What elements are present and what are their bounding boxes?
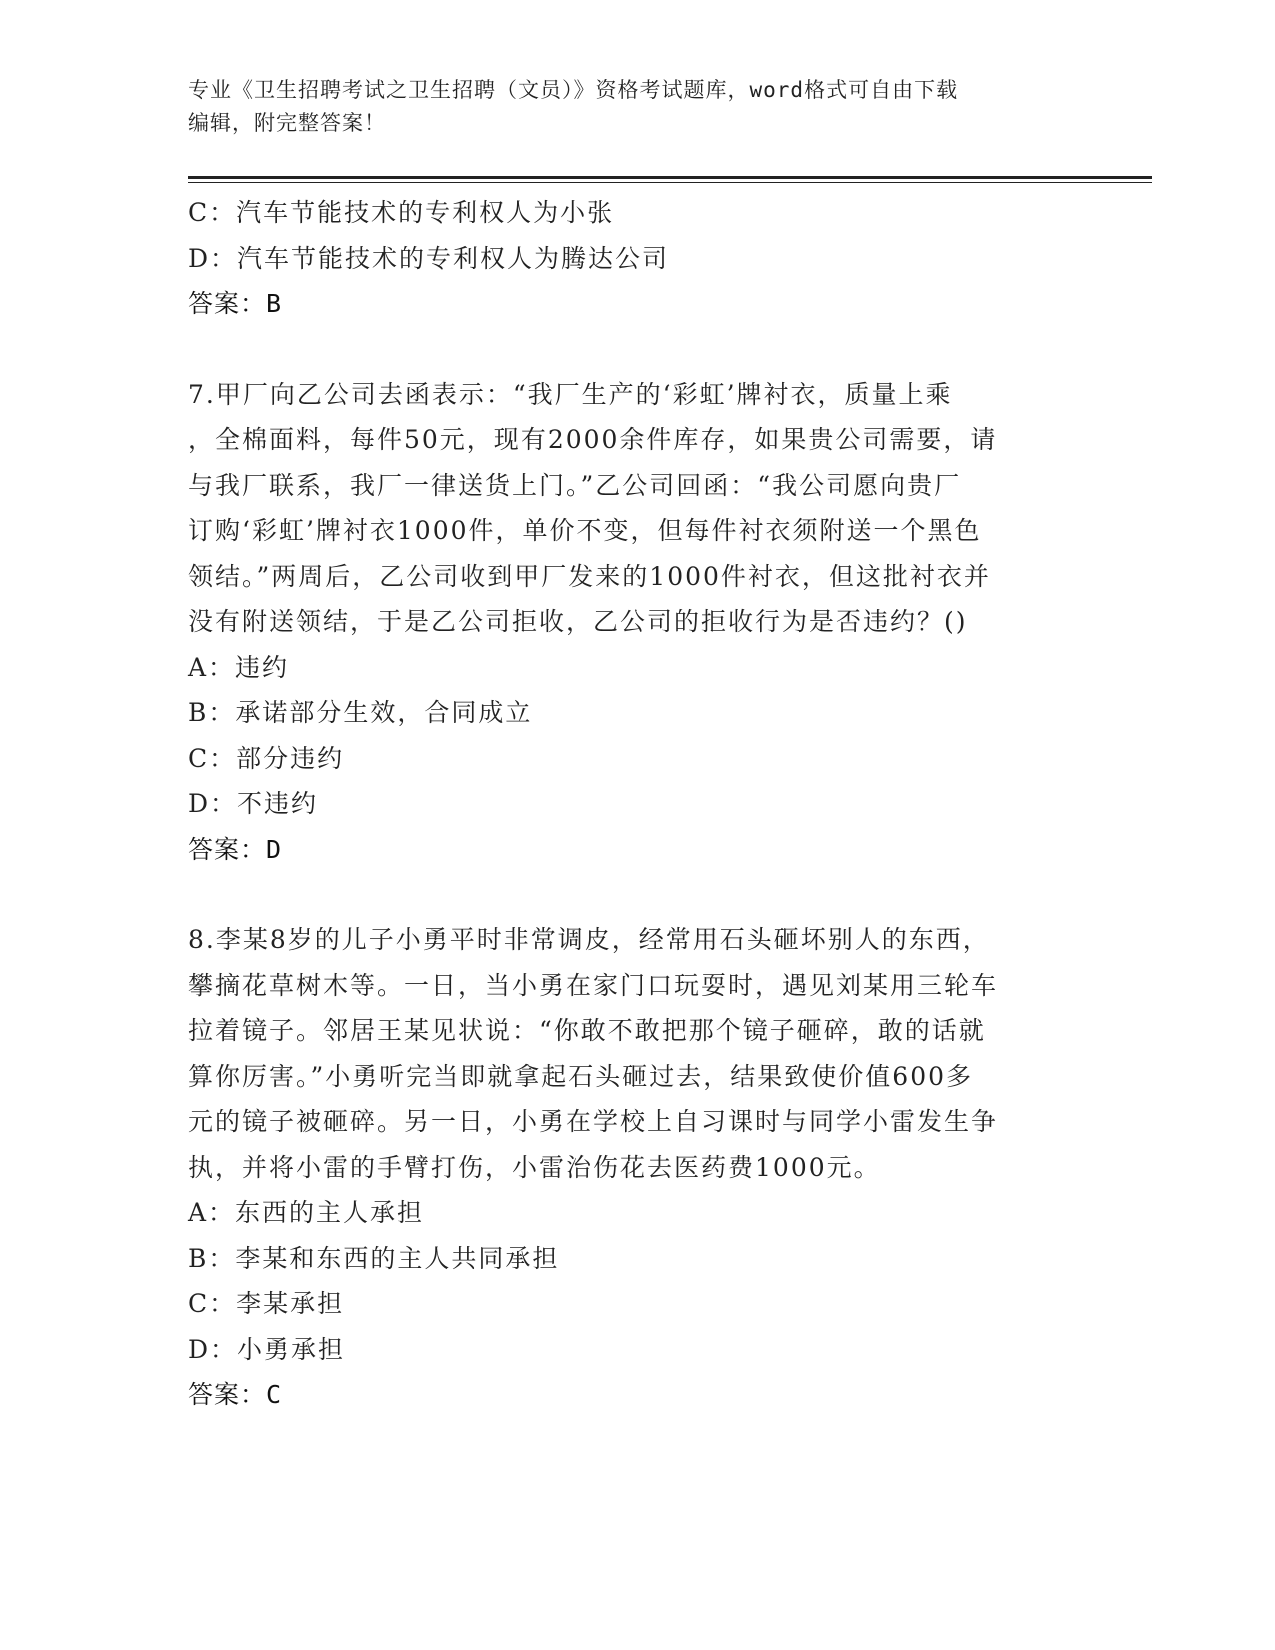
q8-stem-line: 元的镜子被砸碎。另一日，小勇在学校上自习课时与同学小雷发生争 [188,1107,999,1136]
q7-stem-line: 7.甲厂向乙公司去函表示：“我厂生产的‘彩虹’牌衬衣，质量上乘 [188,379,953,409]
q8-option-c: C：李某承担 [188,1289,345,1318]
q8-option-a: A：东西的主人承担 [188,1198,425,1227]
q8-stem-line: 算你厉害。”小勇听完当即就拿起石头砸过去，结果致使价值600多 [188,1061,974,1091]
q7-stem-line: 没有附送领结，于是乙公司拒收，乙公司的拒收行为是否违约？() [188,607,968,636]
q7-stem-line: ，全棉面料，每件50元，现有2000余件库存，如果贵公司需要，请 [188,425,998,454]
q8-option-b: B：李某和东西的主人共同承担 [188,1243,560,1273]
q6-answer: 答案：B [188,289,283,318]
header-line-1: 专业《卫生招聘考试之卫生招聘（文员）》资格考试题库，word格式可自由下载 [188,78,959,102]
q7-option-a: A：违约 [188,652,290,682]
header-line-2: 编辑，附完整答案！ [188,111,386,135]
q6-option-c: C：汽车节能技术的专利权人为小张 [188,198,615,227]
q7-answer: 答案：D [188,834,283,864]
q8-stem-line: 攀摘花草树木等。一日，当小勇在家门口玩耍时，遇见刘某用三轮车 [188,970,999,1000]
q8-stem-line: 8.李某8岁的儿子小勇平时非常调皮，经常用石头砸坏别人的东西， [188,925,990,954]
q7-stem-line: 领结。”两周后，乙公司收到甲厂发来的1000件衬衣，但这批衬衣并 [188,561,991,591]
q8-stem-line: 执，并将小雷的手臂打伤，小雷治伤花去医药费1000元。 [188,1152,881,1182]
q8-answer: 答案：C [188,1380,283,1409]
q7-option-d: D：不违约 [188,789,319,818]
q7-stem-line: 订购‘彩虹’牌衬衣1000件，单价不变，但每件衬衣须附送一个黑色 [188,516,982,545]
spacer [188,872,1088,917]
q8-stem-line: 拉着镜子。邻居王某见状说：“你敢不敢把那个镜子砸碎，敢的话就 [188,1016,986,1045]
q7-option-c: C：部分违约 [188,743,345,773]
question-content [188,190,1088,1418]
q8-option-d: D：小勇承担 [188,1334,346,1364]
header-rule-thick [188,176,1152,179]
q7-option-b: B：承诺部分生效，合同成立 [188,698,533,727]
header-note [188,74,1068,140]
q7-stem-line: 与我厂联系，我厂一律送货上门。”乙公司回函：“我公司愿向贵厂 [188,470,962,500]
q6-option-d: D：汽车节能技术的专利权人为腾达公司 [188,243,670,273]
header-rule-thin [188,182,1152,183]
q8-stem [188,917,1088,1190]
q7-stem [188,372,1088,645]
spacer [188,327,1088,372]
